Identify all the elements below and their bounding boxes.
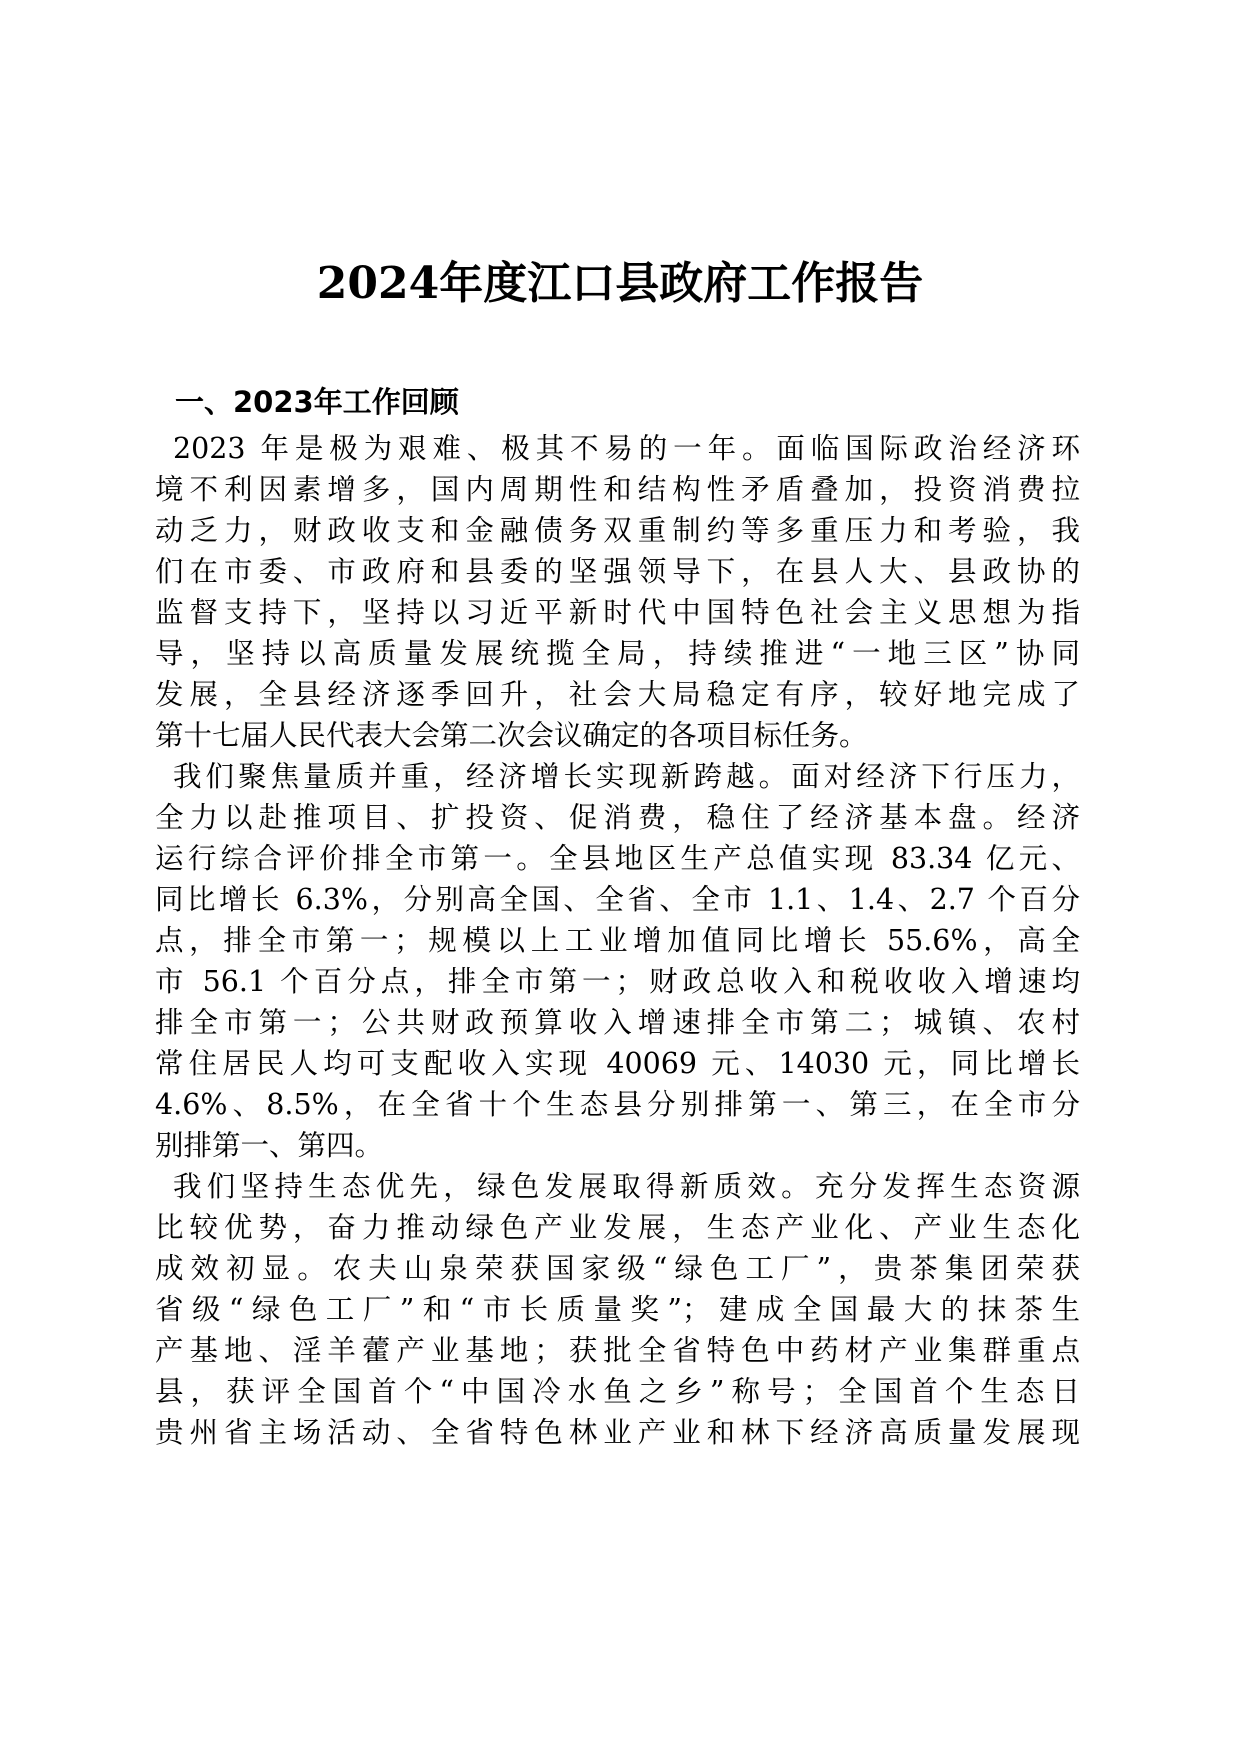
paragraph-line: 同比增长 6.3%，分别高全国、全省、全市 1.1、1.4、2.7 个百分: [155, 883, 1080, 916]
paragraph-line: 贵州省主场活动、全省特色林业产业和林下经济高质量发展现: [155, 1416, 1080, 1449]
document-title: 2024年度江口县政府工作报告: [316, 258, 924, 309]
paragraph-line: 市 56.1 个百分点，排全市第一；财政总收入和税收收入增速均: [155, 965, 1080, 998]
paragraph-line: 2023 年是极为艰难、极其不易的一年。面临国际政治经济环: [173, 432, 1080, 465]
paragraph-line: 常住居民人均可支配收入实现 40069 元、14030 元，同比增长: [155, 1047, 1080, 1080]
paragraph-line: 点，排全市第一；规模以上工业增加值同比增长 55.6%，高全: [155, 924, 1080, 957]
paragraph-line: 4.6%、8.5%，在全省十个生态县分别排第一、第三，在全市分: [155, 1088, 1080, 1121]
body-text: [155, 428, 1080, 1453]
paragraph-line: 监督支持下，坚持以习近平新时代中国特色社会主义思想为指: [155, 596, 1080, 629]
paragraph-line: 排全市第一；公共财政预算收入增速排全市第二；城镇、农村: [155, 1006, 1080, 1039]
paragraph-2: [155, 756, 1080, 1166]
paragraph-line: 成效初显。农夫山泉荣获国家级“绿色工厂”，贵茶集团荣获: [155, 1252, 1080, 1285]
paragraph-line: 我们坚持生态优先，绿色发展取得新质效。充分发挥生态资源: [173, 1170, 1080, 1203]
paragraph-line: 全力以赴推项目、扩投资、促消费，稳住了经济基本盘。经济: [155, 801, 1080, 834]
paragraph-line: 比较优势，奋力推动绿色产业发展，生态产业化、产业生态化: [155, 1211, 1080, 1244]
paragraph-line: 县，获评全国首个“中国冷水鱼之乡”称号；全国首个生态日: [155, 1375, 1080, 1408]
paragraph-line: 们在市委、市政府和县委的坚强领导下，在县人大、县政协的: [155, 555, 1080, 588]
paragraph-line: 境不利因素增多，国内周期性和结构性矛盾叠加，投资消费拉: [155, 473, 1080, 506]
section-heading: 一、2023年工作回顾: [175, 385, 459, 419]
paragraph-line: 导，坚持以高质量发展统揽全局，持续推进“一地三区”协同: [155, 637, 1080, 670]
paragraph-line: 别排第一、第四。: [155, 1129, 384, 1162]
paragraph-line: 动乏力，财政收支和金融债务双重制约等多重压力和考验，我: [155, 514, 1080, 547]
paragraph-line: 我们聚焦量质并重，经济增长实现新跨越。面对经济下行压力，: [173, 760, 1080, 793]
paragraph-line: 发展，全县经济逐季回升，社会大局稳定有序，较好地完成了: [155, 678, 1080, 711]
paragraph-line: 运行综合评价排全市第一。全县地区生产总值实现 83.34 亿元、: [155, 842, 1080, 875]
paragraph-1: [155, 428, 1080, 756]
paragraph-3: [155, 1166, 1080, 1453]
paragraph-line: 产基地、淫羊藿产业基地；获批全省特色中药材产业集群重点: [155, 1334, 1080, 1367]
paragraph-line: 第十七届人民代表大会第二次会议确定的各项目标任务。: [155, 719, 868, 752]
paragraph-line: 省级“绿色工厂”和“市长质量奖”；建成全国最大的抹茶生: [155, 1293, 1080, 1326]
